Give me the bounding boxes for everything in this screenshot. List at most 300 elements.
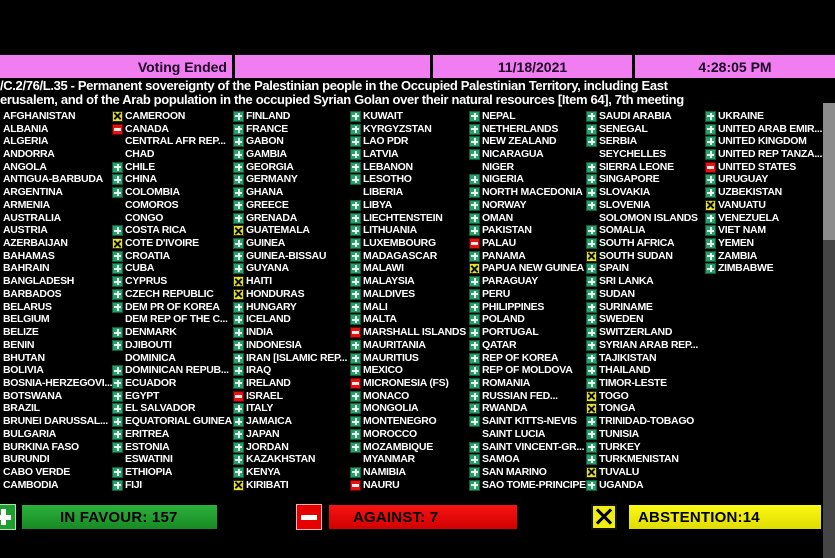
country-name: EGYPT (125, 389, 160, 402)
in-favour-icon (350, 442, 361, 453)
country-row (112, 352, 232, 365)
in-favour-icon (112, 442, 123, 453)
country-row (233, 453, 347, 466)
country-name: MYANMAR (363, 453, 415, 466)
country-row (350, 263, 466, 276)
country-name: PALAU (482, 237, 516, 250)
country-name: TURKEY (599, 440, 641, 453)
in-favour-icon (586, 429, 597, 440)
in-favour-icon (586, 111, 597, 122)
country-row (705, 224, 822, 237)
country-row (112, 326, 232, 339)
country-name: DEM REP OF THE C... (125, 313, 228, 326)
country-name: MEXICO (363, 364, 403, 377)
country-row (233, 237, 347, 250)
country-row (3, 275, 112, 288)
in-favour-total-bar (22, 505, 217, 529)
country-name: VANUATU (718, 198, 766, 211)
against-total-label: AGAINST: 7 (353, 508, 439, 526)
country-name: BOLIVIA (3, 364, 44, 377)
country-name: AUSTRALIA (3, 211, 61, 224)
country-name: GREECE (246, 198, 289, 211)
country-column-5 (469, 110, 586, 492)
in-favour-plus-icon (0, 504, 16, 530)
country-row (112, 135, 232, 148)
country-name: MARSHALL ISLANDS (363, 326, 466, 339)
country-name: RUSSIAN FED... (482, 389, 558, 402)
country-row (233, 326, 347, 339)
country-name: SIERRA LEONE (599, 160, 674, 173)
country-name: IRAN [ISLAMIC REP... (246, 351, 348, 364)
country-row (350, 428, 466, 441)
country-row (350, 135, 466, 148)
country-row (350, 479, 466, 492)
country-name: SAO TOME-PRINCIPE (482, 478, 586, 491)
in-favour-icon (112, 429, 123, 440)
in-favour-icon (350, 263, 361, 274)
country-name: ROMANIA (482, 376, 531, 389)
country-name: SAINT VINCENT-GR... (482, 440, 585, 453)
in-favour-icon (469, 174, 480, 185)
country-name: NORTH MACEDONIA (482, 186, 583, 199)
in-favour-icon (350, 467, 361, 478)
country-name: POLAND (482, 313, 525, 326)
country-row (233, 314, 347, 327)
country-name: SWEDEN (599, 313, 644, 326)
in-favour-icon (469, 314, 480, 325)
scrollbar-track[interactable] (823, 103, 835, 558)
in-favour-icon (350, 340, 361, 351)
in-favour-icon (586, 365, 597, 376)
country-name: PAKISTAN (482, 224, 532, 237)
country-row (112, 479, 232, 492)
country-row (469, 403, 586, 416)
in-favour-icon (233, 174, 244, 185)
country-name: PORTUGAL (482, 326, 539, 339)
in-favour-icon (586, 200, 597, 211)
country-name: MONTENEGRO (363, 415, 437, 428)
country-row (350, 148, 466, 161)
country-name: ANTIGUA-BARBUDA (3, 173, 103, 186)
country-name: NICARAGUA (482, 148, 544, 161)
country-name: JAPAN (246, 427, 280, 440)
in-favour-icon (705, 213, 716, 224)
in-favour-icon (112, 251, 123, 262)
country-row (3, 441, 112, 454)
country-name: DEM PR OF KOREA (125, 300, 220, 313)
country-name: CZECH REPUBLIC (125, 287, 214, 300)
country-name: SOUTH SUDAN (599, 249, 673, 262)
country-name: DJIBOUTI (125, 338, 172, 351)
country-name: HONDURAS (246, 287, 305, 300)
country-name: YEMEN (718, 237, 754, 250)
in-favour-icon (469, 124, 480, 135)
country-name: KAZAKHSTAN (246, 453, 316, 466)
country-name: NETHERLANDS (482, 122, 559, 135)
in-favour-icon (112, 263, 123, 274)
country-name: GABON (246, 135, 284, 148)
in-favour-icon (112, 340, 123, 351)
country-name: SEYCHELLES (599, 148, 667, 161)
country-name: BAHRAIN (3, 262, 50, 275)
country-row (469, 301, 586, 314)
country-row (586, 453, 698, 466)
in-favour-icon (350, 353, 361, 364)
country-name: COLOMBIA (125, 186, 180, 199)
in-favour-icon (233, 263, 244, 274)
in-favour-icon (233, 416, 244, 427)
country-name: TONGA (599, 402, 636, 415)
country-name: SAINT KITTS-NEVIS (482, 415, 577, 428)
in-favour-icon (469, 442, 480, 453)
country-name: CONGO (125, 211, 164, 224)
country-row (3, 301, 112, 314)
country-row (469, 174, 586, 187)
country-row (586, 123, 698, 136)
country-row (469, 110, 586, 123)
in-favour-icon (112, 378, 123, 389)
country-row (469, 479, 586, 492)
country-row (586, 186, 698, 199)
no-vote-placeholder (112, 454, 123, 465)
in-favour-icon (112, 480, 123, 491)
country-name: SUDAN (599, 287, 635, 300)
in-favour-icon (586, 442, 597, 453)
abstention-x-icon (591, 504, 617, 530)
country-row (469, 415, 586, 428)
in-favour-icon (350, 162, 361, 173)
country-name: TRINIDAD-TOBAGO (599, 415, 695, 428)
country-name: HAITI (246, 275, 272, 288)
country-name: MALAWI (363, 262, 404, 275)
in-favour-icon (233, 467, 244, 478)
country-name: UGANDA (599, 478, 644, 491)
in-favour-icon (350, 225, 361, 236)
country-name: LAO PDR (363, 135, 409, 148)
country-name: UNITED REP TANZA... (718, 148, 823, 161)
against-icon (469, 238, 480, 249)
in-favour-icon (233, 162, 244, 173)
country-row (705, 263, 822, 276)
country-name: CABO VERDE (3, 465, 71, 478)
country-row (350, 352, 466, 365)
country-row (469, 453, 586, 466)
country-name: MALAYSIA (363, 275, 415, 288)
country-row (3, 199, 112, 212)
in-favour-icon (469, 213, 480, 224)
country-name: SAN MARINO (482, 465, 547, 478)
country-row (112, 110, 232, 123)
abstention-icon (586, 391, 597, 402)
country-name: ANDORRA (3, 148, 55, 161)
country-row (112, 390, 232, 403)
country-row (350, 174, 466, 187)
country-name: SPAIN (599, 262, 629, 275)
scrollbar-thumb[interactable] (823, 103, 835, 240)
country-name: NIGERIA (482, 173, 524, 186)
in-favour-icon (469, 225, 480, 236)
against-total-bar (329, 505, 517, 529)
no-vote-placeholder (112, 353, 123, 364)
country-row (3, 123, 112, 136)
country-name: ANGOLA (3, 160, 47, 173)
country-row (586, 466, 698, 479)
country-row (705, 161, 822, 174)
against-icon (112, 124, 123, 135)
in-favour-icon (112, 174, 123, 185)
in-favour-icon (233, 429, 244, 440)
country-column-7 (705, 110, 822, 492)
country-row (350, 441, 466, 454)
in-favour-icon (233, 149, 244, 160)
country-name: UNITED KINGDOM (718, 135, 807, 148)
country-name: ALBANIA (3, 122, 49, 135)
in-favour-icon (233, 251, 244, 262)
country-row (3, 288, 112, 301)
country-name: COTE D'IVOIRE (125, 237, 199, 250)
country-row (469, 250, 586, 263)
country-row (586, 441, 698, 454)
country-name: SOUTH AFRICA (599, 237, 675, 250)
in-favour-icon (586, 187, 597, 198)
in-favour-icon (705, 225, 716, 236)
in-favour-icon (112, 302, 123, 313)
country-name: NEPAL (482, 109, 516, 122)
abstention-icon (233, 276, 244, 287)
in-favour-icon (233, 111, 244, 122)
country-row (3, 148, 112, 161)
country-name: CENTRAL AFR REP... (125, 135, 226, 148)
country-name: SINGAPORE (599, 173, 660, 186)
country-row (233, 428, 347, 441)
country-name: JAMAICA (246, 415, 292, 428)
country-column-4 (350, 110, 466, 492)
in-favour-icon (586, 314, 597, 325)
country-name: KENYA (246, 465, 281, 478)
in-favour-icon (350, 403, 361, 414)
in-favour-icon (112, 289, 123, 300)
country-name: SWITZERLAND (599, 326, 673, 339)
country-row (3, 479, 112, 492)
country-name: ESTONIA (125, 440, 170, 453)
country-name: CAMEROON (125, 109, 186, 122)
country-name: TOGO (599, 389, 629, 402)
abstention-icon (586, 467, 597, 478)
country-name: SAMOA (482, 453, 520, 466)
country-row (112, 224, 232, 237)
country-row (705, 174, 822, 187)
country-name: ETHIOPIA (125, 465, 173, 478)
country-row (233, 110, 347, 123)
country-row (3, 415, 112, 428)
no-vote-placeholder (112, 314, 123, 325)
country-row (3, 466, 112, 479)
in-favour-icon (233, 238, 244, 249)
country-name: LESOTHO (363, 173, 412, 186)
in-favour-icon (705, 238, 716, 249)
country-column-2 (112, 110, 232, 492)
country-row (112, 428, 232, 441)
abstention-total-label: ABSTENTION:14 (638, 508, 760, 526)
country-row (3, 161, 112, 174)
country-row (469, 428, 586, 441)
country-name: THAILAND (599, 364, 651, 377)
country-row (112, 301, 232, 314)
in-favour-icon (586, 327, 597, 338)
country-name: SURINAME (599, 300, 653, 313)
in-favour-icon (233, 454, 244, 465)
country-row (469, 224, 586, 237)
abstention-icon (233, 225, 244, 236)
in-favour-icon (233, 314, 244, 325)
country-row (112, 403, 232, 416)
country-name: REP OF KOREA (482, 351, 559, 364)
country-name: GEORGIA (246, 160, 294, 173)
country-name: UNITED STATES (718, 160, 796, 173)
in-favour-icon (586, 378, 597, 389)
country-name: MOROCCO (363, 427, 417, 440)
country-name: ECUADOR (125, 376, 176, 389)
no-vote-placeholder (350, 454, 361, 465)
country-row (350, 250, 466, 263)
country-name: CHAD (125, 148, 155, 161)
country-row (469, 237, 586, 250)
in-favour-icon (586, 162, 597, 173)
country-row (112, 288, 232, 301)
country-name: MALTA (363, 313, 397, 326)
country-row (112, 161, 232, 174)
country-row (350, 161, 466, 174)
country-name: NAMIBIA (363, 465, 406, 478)
in-favour-icon (350, 149, 361, 160)
country-name: KYRGYZSTAN (363, 122, 432, 135)
in-favour-icon (586, 454, 597, 465)
in-favour-icon (350, 251, 361, 262)
country-row (112, 212, 232, 225)
country-row (350, 237, 466, 250)
country-column-1 (3, 110, 112, 492)
country-row (469, 314, 586, 327)
in-favour-icon (469, 378, 480, 389)
country-row (469, 199, 586, 212)
country-name: TUNISIA (599, 427, 639, 440)
in-favour-icon (705, 149, 716, 160)
in-favour-icon (586, 238, 597, 249)
country-name: ALGERIA (3, 135, 49, 148)
country-name: IRAQ (246, 364, 272, 377)
country-row (233, 199, 347, 212)
country-name: NORWAY (482, 198, 527, 211)
country-name: PAPUA NEW GUINEA (482, 262, 584, 275)
country-row (586, 415, 698, 428)
country-name: MADAGASCAR (363, 249, 437, 262)
country-row (233, 135, 347, 148)
in-favour-icon (350, 314, 361, 325)
in-favour-icon (586, 416, 597, 427)
country-name: INDIA (246, 326, 274, 339)
country-row (586, 352, 698, 365)
country-row (112, 186, 232, 199)
country-row (112, 237, 232, 250)
country-name: BANGLADESH (3, 275, 75, 288)
country-name: LITHUANIA (363, 224, 417, 237)
in-favour-icon (469, 365, 480, 376)
country-name: RWANDA (482, 402, 528, 415)
country-row (705, 123, 822, 136)
country-name: AZERBAIJAN (3, 237, 68, 250)
in-favour-icon (233, 213, 244, 224)
country-row (586, 314, 698, 327)
country-row (3, 212, 112, 225)
country-row (233, 377, 347, 390)
country-name: GRENADA (246, 211, 297, 224)
resolution-title (0, 79, 824, 106)
country-row (705, 212, 822, 225)
country-row (3, 314, 112, 327)
country-row (233, 161, 347, 174)
against-icon (350, 378, 361, 389)
country-vote-grid (0, 110, 824, 492)
country-name: UNITED ARAB EMIR... (718, 122, 823, 135)
country-row (233, 466, 347, 479)
country-row (705, 199, 822, 212)
country-name: CANADA (125, 122, 169, 135)
country-row (233, 275, 347, 288)
resolution-title-line1: /C.2/76/L.35 - Permanent sovereignty of the Palestinian people in the Occupied Palestinian Territory, including East (0, 78, 668, 93)
country-row (469, 352, 586, 365)
country-name: FRANCE (246, 122, 288, 135)
country-name: INDONESIA (246, 338, 302, 351)
country-name: NEW ZEALAND (482, 135, 557, 148)
country-row (3, 174, 112, 187)
country-row (586, 199, 698, 212)
country-row (112, 339, 232, 352)
country-row (233, 212, 347, 225)
country-row (705, 250, 822, 263)
in-favour-icon (469, 200, 480, 211)
in-favour-icon (350, 391, 361, 402)
country-row (3, 390, 112, 403)
in-favour-icon (112, 162, 123, 173)
country-name: JORDAN (246, 440, 289, 453)
in-favour-icon (233, 124, 244, 135)
country-name: TAJIKISTAN (599, 351, 657, 364)
in-favour-icon (586, 263, 597, 274)
country-row (350, 415, 466, 428)
country-name: EQUATORIAL GUINEA (125, 415, 232, 428)
country-name: BELARUS (3, 300, 52, 313)
in-favour-icon (350, 416, 361, 427)
country-row (705, 186, 822, 199)
country-row (112, 364, 232, 377)
country-row (233, 148, 347, 161)
in-favour-icon (112, 403, 123, 414)
country-row (469, 161, 586, 174)
country-name: SRI LANKA (599, 275, 654, 288)
country-row (469, 377, 586, 390)
country-row (112, 453, 232, 466)
country-name: BELIZE (3, 326, 39, 339)
country-row (350, 275, 466, 288)
country-name: MONGOLIA (363, 402, 419, 415)
in-favour-icon (350, 276, 361, 287)
country-row (586, 288, 698, 301)
country-row (3, 224, 112, 237)
in-favour-icon (350, 111, 361, 122)
country-row (233, 263, 347, 276)
country-name: MOZAMBIQUE (363, 440, 433, 453)
country-name: ESWATINI (125, 453, 173, 466)
